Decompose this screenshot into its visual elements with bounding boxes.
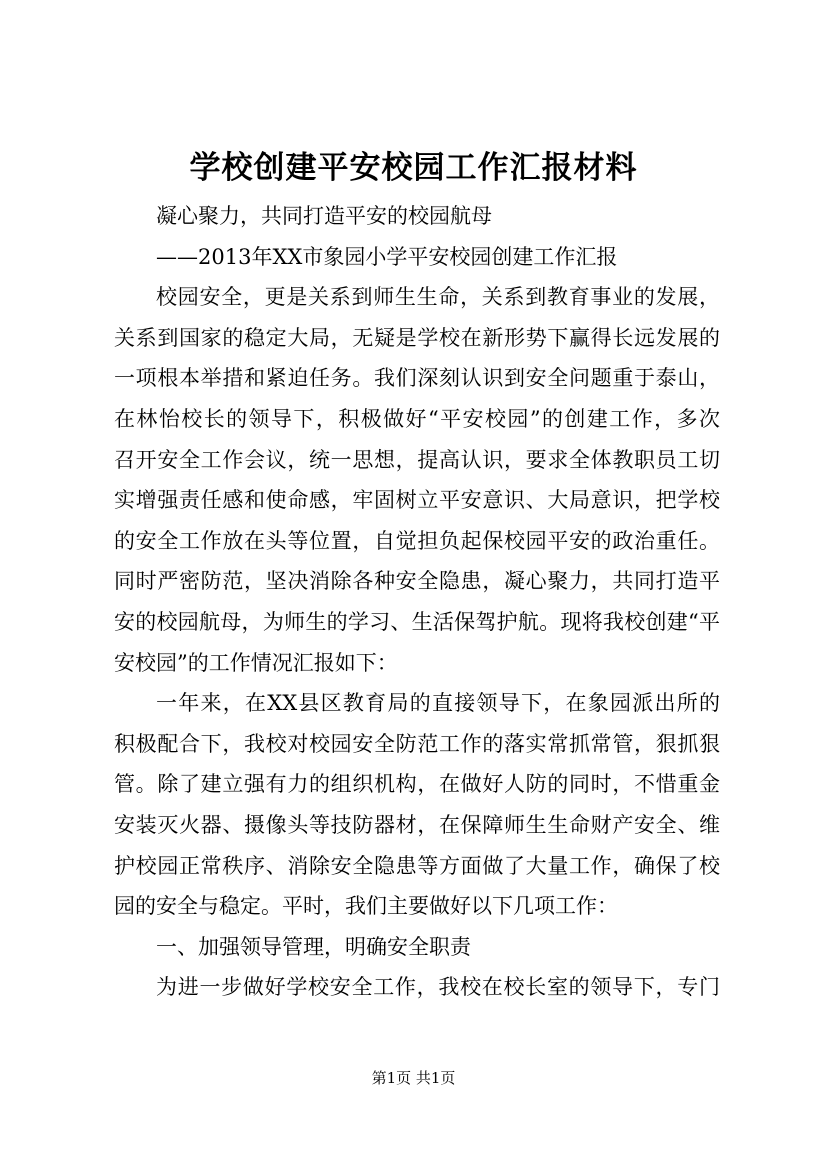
- paragraph-line: 为进一步做好学校安全工作，我校在校长室的领导下，专门: [156, 975, 720, 1000]
- paragraph-line: 实增强责任感和使命感，牢固树立平安意识、大局意识，把学校: [114, 488, 720, 513]
- paragraph-line: 安的校园航母，为师生的学习、生活保驾护航。现将我校创建“平: [114, 609, 720, 634]
- paragraph-line: 安装灭火器、摄像头等技防器材，在保障师生生命财产安全、维: [114, 812, 720, 837]
- paragraph-line: 召开安全工作会议，统一思想，提高认识，要求全体教职员工切: [114, 447, 720, 472]
- subtitle-line: ——2013年XX市象园小学平安校园创建工作汇报: [156, 244, 618, 269]
- paragraph-line: 校园安全，更是关系到师生生命，关系到教育事业的发展，: [156, 285, 720, 310]
- paragraph-line: 的安全工作放在头等位置，自觉担负起保校园平安的政治重任。: [114, 528, 720, 553]
- paragraph-line: 同时严密防范，坚决消除各种安全隐患，凝心聚力，共同打造平: [114, 569, 720, 594]
- document-body: [114, 196, 720, 1008]
- paragraph-line: 关系到国家的稳定大局，无疑是学校在新形势下赢得长远发展的: [114, 325, 720, 350]
- section-heading: 一、加强领导管理，明确安全职责: [156, 934, 471, 959]
- page-footer: 第1页 共1页: [371, 1069, 456, 1087]
- paragraph-line: 在林怡校长的领导下，积极做好“平安校园”的创建工作，多次: [114, 406, 720, 431]
- paragraph-line: 护校园正常秩序、消除安全隐患等方面做了大量工作，确保了校: [114, 853, 720, 878]
- paragraph-line: 安校园”的工作情况汇报如下：: [114, 650, 398, 675]
- paragraph-line: 一年来，在XX县区教育局的直接领导下，在象园派出所的: [156, 691, 720, 716]
- subtitle-line: 凝心聚力，共同打造平安的校园航母: [156, 204, 492, 228]
- paragraph-line: 积极配合下，我校对校园安全防范工作的落实常抓常管，狠抓狠: [114, 731, 720, 756]
- document-title: 学校创建平安校园工作汇报材料: [189, 150, 638, 186]
- paragraph-line: 管。除了建立强有力的组织机构，在做好人防的同时，不惜重金: [114, 772, 720, 797]
- paragraph-line: 一项根本举措和紧迫任务。我们深刻认识到安全问题重于泰山，: [114, 366, 720, 391]
- paragraph-line: 园的安全与稳定。平时，我们主要做好以下几项工作：: [114, 894, 618, 919]
